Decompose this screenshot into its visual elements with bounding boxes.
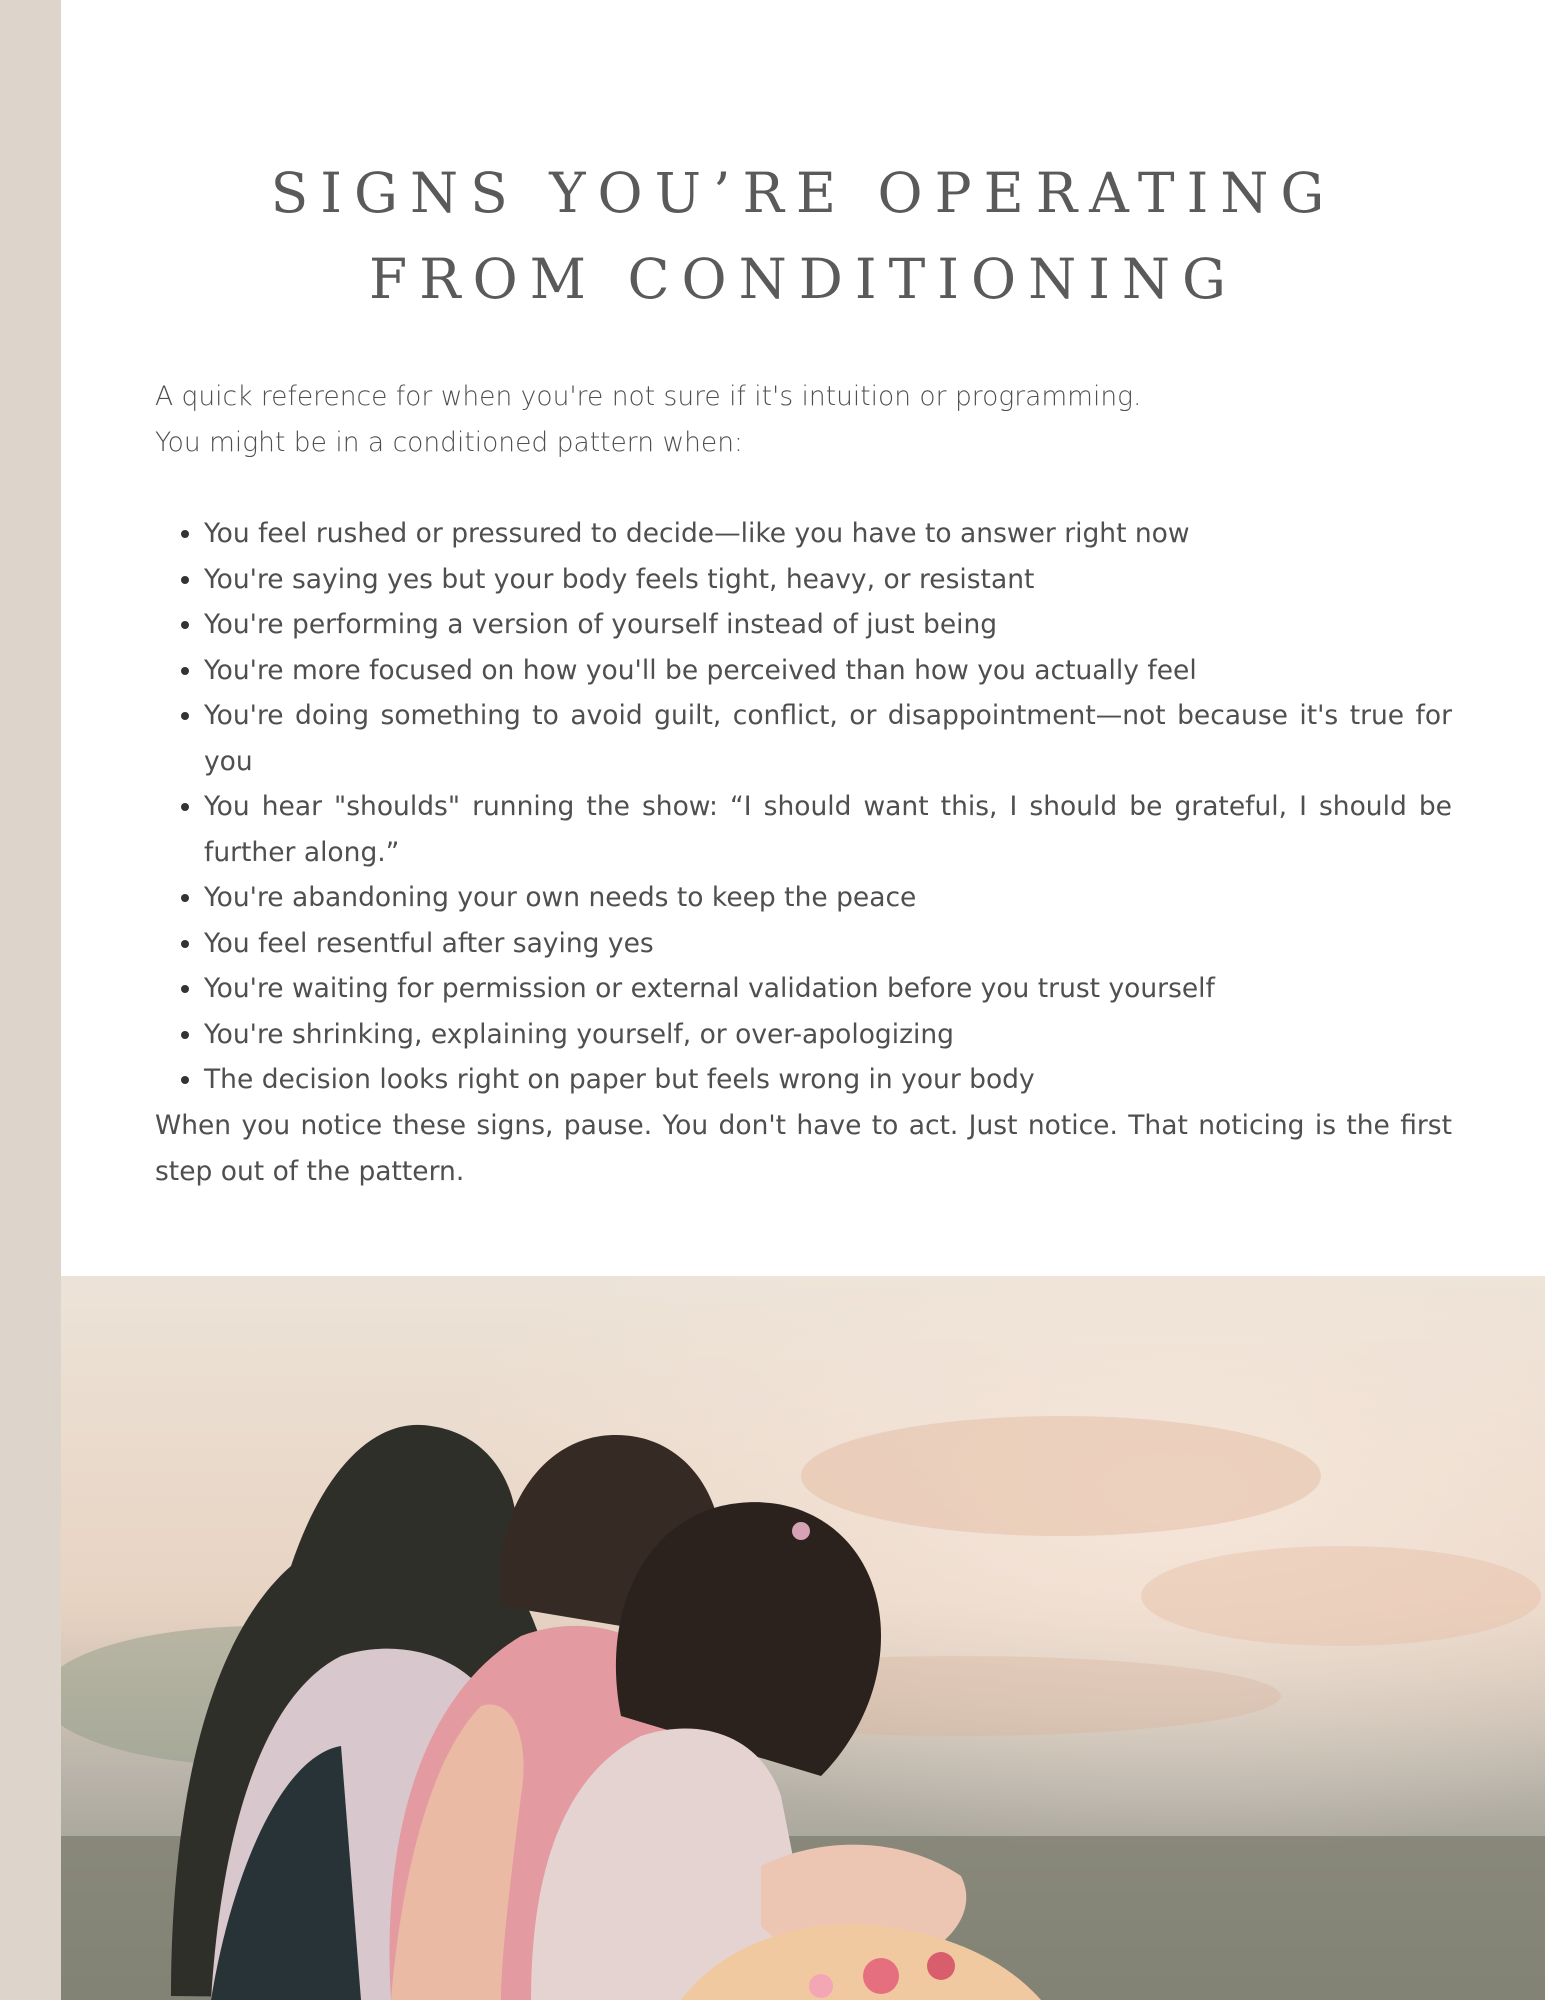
intro — [155, 374, 1452, 465]
list-item: • You feel resentful after saying yes — [204, 921, 1452, 967]
signs-list — [155, 511, 1452, 1103]
list-item: • The decision looks right on paper but feels wrong in your body — [204, 1057, 1452, 1103]
side-accent-strip — [0, 0, 61, 2000]
list-item: • You're saying yes but your body feels tight, heavy, or resistant — [204, 557, 1452, 603]
list-item: • You're abandoning your own needs to keep the peace — [204, 875, 1452, 921]
list-item: • You hear "shoulds" running the show: “I should want this, I should be grateful, I should be further along.” — [204, 784, 1452, 875]
list-item: • You're more focused on how you'll be perceived than how you actually feel — [204, 648, 1452, 694]
closing-paragraph: When you notice these signs, pause. You don't have to act. Just notice. That noticing is the first step out of the pattern. — [155, 1110, 1452, 1187]
children-photo — [61, 1276, 1545, 2000]
list-item: • You feel rushed or pressured to decide—like you have to answer right now — [204, 511, 1452, 557]
intro-line-2: You might be in a conditioned pattern when: — [155, 426, 743, 458]
page-title: SIGNS YOU’RE OPERATING FROM CONDITIONING — [270, 161, 1337, 311]
list-item: • You're shrinking, explaining yourself, or over-apologizing — [204, 1012, 1452, 1058]
intro-line-1: A quick reference for when you're not sure if it's intuition or programming. — [155, 381, 1142, 412]
list-item: • You're doing something to avoid guilt, conflict, or disappointment—not because it's true for you — [204, 693, 1452, 784]
list-item: • You're waiting for permission or external validation before you trust yourself — [204, 966, 1452, 1012]
list-item: • You're performing a version of yourself instead of just being — [204, 602, 1452, 648]
